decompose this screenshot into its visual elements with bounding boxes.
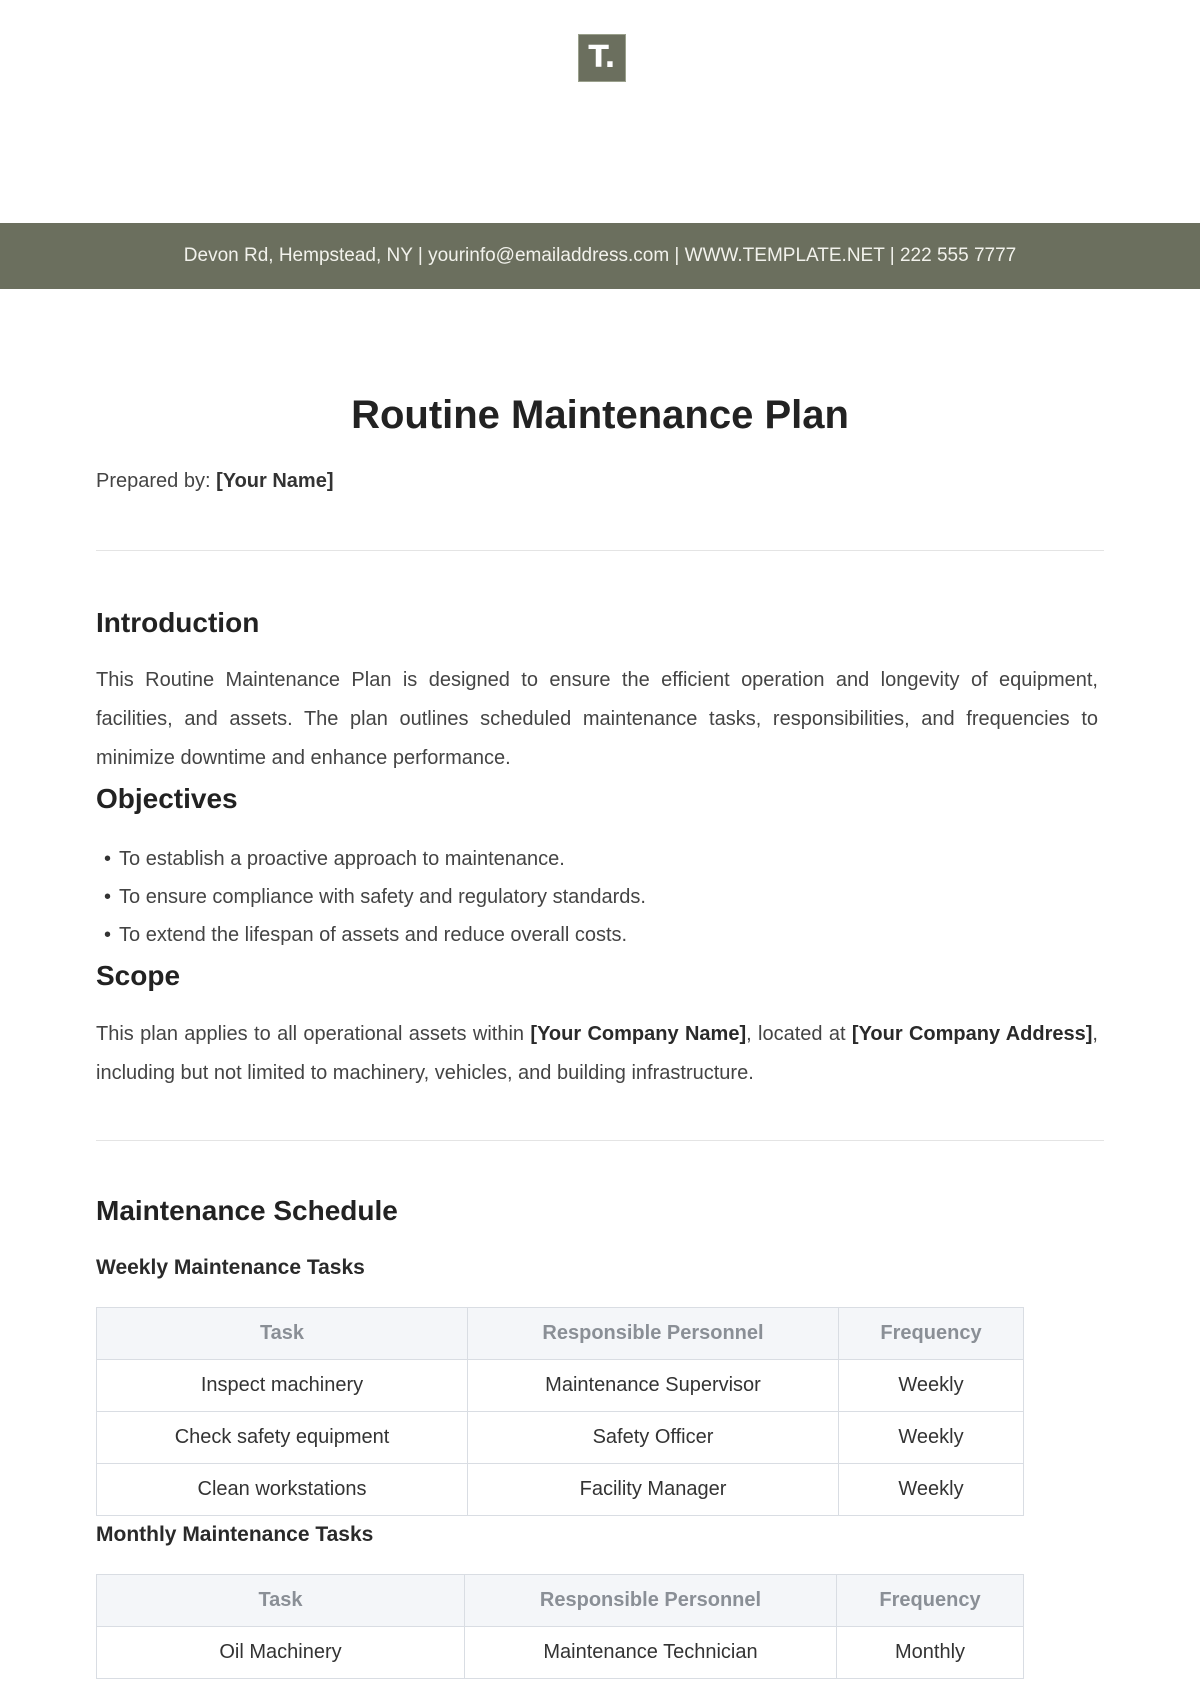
prepared-by-label: Prepared by:: [96, 470, 211, 492]
monthly-tasks-heading: Monthly Maintenance Tasks: [96, 1523, 374, 1546]
frequency-cell: Weekly: [839, 1464, 1024, 1516]
introduction-text: This Routine Maintenance Plan is designed to ensure the efficient operation and longevity of equipment, facilities, and assets. The plan outlines scheduled maintenance tasks, responsibilities, and frequencies to minimize downtime and enhance performance.: [96, 669, 1098, 769]
table-row: [97, 1412, 1024, 1464]
divider: [96, 550, 1104, 551]
introduction-heading: Introduction: [96, 607, 260, 638]
column-header-task: Task: [97, 1575, 465, 1627]
column-header-frequency: Frequency: [839, 1308, 1024, 1360]
personnel-cell: Facility Manager: [468, 1464, 839, 1516]
column-header-task: Task: [97, 1308, 468, 1360]
list-item: • To establish a proactive approach to maintenance.: [96, 840, 646, 878]
objectives-heading: Objectives: [96, 783, 238, 814]
divider: [96, 1140, 1104, 1141]
frequency-cell: Monthly: [837, 1627, 1024, 1679]
weekly-tasks-table: [96, 1307, 1024, 1516]
scope-text-part: , located at: [746, 1023, 852, 1045]
column-header-frequency: Frequency: [837, 1575, 1024, 1627]
scope-text-part: , including but not limited to machinery, vehicles, and building infrastructure.: [96, 1023, 1098, 1084]
weekly-tasks-heading: Weekly Maintenance Tasks: [96, 1256, 365, 1279]
personnel-cell: Maintenance Technician: [465, 1627, 837, 1679]
prepared-by: [96, 470, 334, 493]
task-cell: Check safety equipment: [97, 1412, 468, 1464]
personnel-cell: Safety Officer: [468, 1412, 839, 1464]
table-row: [97, 1360, 1024, 1412]
monthly-tasks-table: [96, 1574, 1024, 1679]
task-cell: Oil Machinery: [97, 1627, 465, 1679]
column-header-personnel: Responsible Personnel: [465, 1575, 837, 1627]
list-item: • To ensure compliance with safety and regulatory standards.: [96, 878, 646, 916]
objectives-list: [96, 840, 646, 954]
company-name-placeholder: [Your Company Name]: [530, 1023, 747, 1045]
task-cell: Clean workstations: [97, 1464, 468, 1516]
table-header-row: [97, 1575, 1024, 1627]
frequency-cell: Weekly: [839, 1360, 1024, 1412]
company-logo: T.: [579, 35, 625, 81]
table-row: [97, 1464, 1024, 1516]
scope-heading: Scope: [96, 960, 181, 991]
prepared-by-value: [Your Name]: [216, 470, 334, 492]
column-header-personnel: Responsible Personnel: [468, 1308, 839, 1360]
schedule-heading: Maintenance Schedule: [96, 1195, 398, 1226]
page-title: Routine Maintenance Plan: [351, 393, 849, 437]
table-header-row: [97, 1308, 1024, 1360]
scope-text-part: This plan applies to all operational assets within: [96, 1023, 531, 1045]
personnel-cell: Maintenance Supervisor: [468, 1360, 839, 1412]
company-address-placeholder: [Your Company Address]: [851, 1023, 1093, 1045]
list-item: • To extend the lifespan of assets and reduce overall costs.: [96, 916, 646, 954]
task-cell: Inspect machinery: [97, 1360, 468, 1412]
frequency-cell: Weekly: [839, 1412, 1024, 1464]
table-row: [97, 1627, 1024, 1679]
scope-text: [96, 1015, 1098, 1093]
contact-banner: Devon Rd, Hempstead, NY | yourinfo@emailaddress.com | WWW.TEMPLATE.NET | 222 555 7777: [0, 223, 1200, 289]
